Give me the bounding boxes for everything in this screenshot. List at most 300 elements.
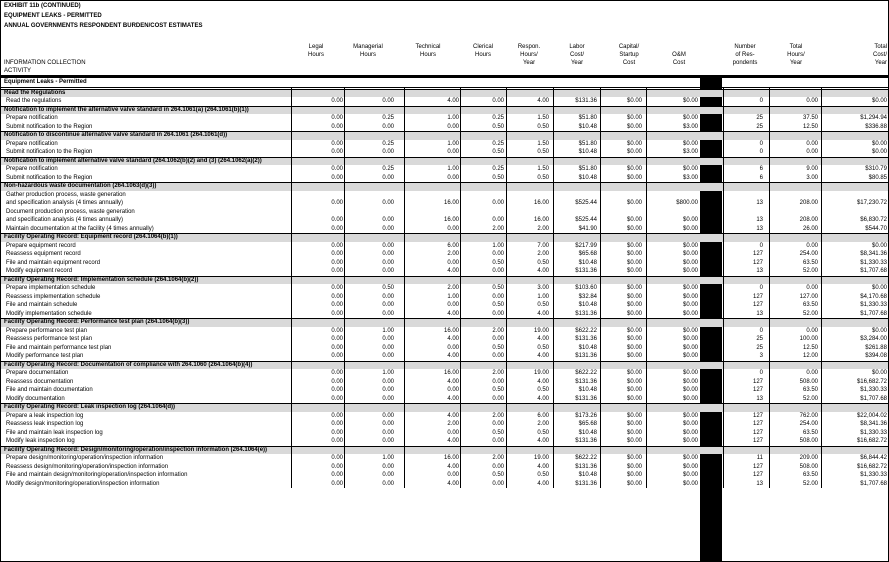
cell-legal-hours: 0.00 — [331, 370, 343, 376]
table-row — [1, 148, 888, 157]
cell-labor-cost: $131.36 — [575, 463, 597, 470]
column-header-capital — [606, 43, 652, 75]
column-header-line: of Res- — [735, 52, 755, 58]
column-header-number — [721, 43, 769, 75]
row-label: Reassess equipment record — [6, 251, 81, 257]
cell-technical-hours: 0.00 — [447, 472, 459, 478]
cell-om-cost: $0.00 — [682, 353, 698, 359]
cell-labor-cost: $131.36 — [575, 310, 597, 317]
table-row — [1, 165, 888, 174]
cell-respon-hours: 4.00 — [537, 378, 549, 385]
cell-labor-cost: $51.80 — [578, 140, 597, 147]
cell-respondents: 127 — [752, 429, 763, 436]
section-header-row — [1, 233, 888, 242]
column-gridline — [506, 88, 507, 488]
cell-managerial-hours: 0.00 — [382, 353, 394, 359]
table-row — [1, 250, 888, 259]
column-header-line: Capital/ — [618, 44, 640, 50]
section-rule — [1, 403, 888, 404]
cell-technical-hours: 16.00 — [443, 200, 459, 206]
cell-capital-cost: $0.00 — [626, 438, 642, 444]
cell-respon-hours: 4.00 — [537, 463, 549, 470]
cell-labor-cost: $10.48 — [578, 149, 597, 155]
row-label: Facility Operating Record: Performance test plan (264.1064(b)(3)) — [4, 319, 190, 325]
cell-capital-cost: $0.00 — [626, 387, 642, 393]
cell-respondents: 0 — [759, 370, 763, 376]
cell-respon-hours: 1.50 — [537, 166, 549, 172]
cell-legal-hours: 0.00 — [331, 293, 343, 300]
row-label: Prepare implementation schedule — [6, 285, 96, 291]
cell-managerial-hours: 1.00 — [382, 327, 394, 334]
table-row — [1, 191, 888, 200]
cell-respon-hours: 0.50 — [537, 302, 549, 308]
section-rule — [1, 157, 888, 158]
cell-managerial-hours: 0.25 — [382, 140, 394, 147]
row-label: Notification to implement the alternative valve standard in 264.1061(a) (264.1061(b)(1)) — [4, 106, 249, 113]
section-header-row — [1, 318, 888, 327]
cell-respon-hours: 0.50 — [537, 344, 549, 351]
cell-respon-hours: 19.00 — [533, 455, 549, 461]
cell-om-cost: $3.00 — [682, 174, 698, 181]
cell-managerial-hours: 1.00 — [382, 370, 394, 376]
cell-legal-hours: 0.00 — [331, 225, 343, 232]
row-label: Prepare notification — [6, 166, 58, 172]
cell-om-cost: $0.00 — [682, 268, 698, 274]
column-header-line: Legal — [308, 44, 324, 50]
cell-capital-cost: $0.00 — [626, 421, 642, 427]
cell-total-cost: $0.00 — [871, 370, 887, 376]
cell-total-cost: $1,330.33 — [860, 387, 887, 393]
cell-technical-hours: 1.00 — [447, 166, 459, 172]
cell-legal-hours: 0.00 — [331, 268, 343, 274]
row-label: Prepare documentation — [6, 370, 69, 376]
cell-clerical-hours: 0.00 — [492, 395, 504, 402]
cell-legal-hours: 0.00 — [331, 166, 343, 172]
cell-total-cost: $1,330.33 — [860, 302, 887, 308]
row-label: Notification to discontinue alternative valve standard in 264.1061 (264.1061(d)) — [4, 132, 228, 138]
cell-technical-hours: 4.00 — [447, 310, 459, 317]
cell-managerial-hours: 0.00 — [382, 310, 394, 317]
cell-legal-hours: 0.00 — [331, 455, 343, 461]
cell-technical-hours: 4.00 — [447, 412, 459, 419]
cell-labor-cost: $10.48 — [578, 472, 597, 478]
cell-capital-cost: $0.00 — [626, 310, 642, 317]
cell-legal-hours: 0.00 — [331, 98, 343, 104]
cell-respon-hours: 0.50 — [537, 149, 549, 155]
row-label: Prepare a leak inspection log — [6, 412, 84, 419]
cell-om-cost: $0.00 — [682, 463, 698, 470]
cell-total-hours: 508.00 — [799, 463, 818, 470]
cell-legal-hours: 0.00 — [331, 472, 343, 478]
cell-managerial-hours: 0.00 — [382, 344, 394, 351]
cell-legal-hours: 0.00 — [331, 438, 343, 444]
cell-total-hours: 0.00 — [806, 98, 818, 104]
table-row — [1, 352, 888, 361]
cell-labor-cost: $131.36 — [575, 378, 597, 385]
column-header-line: Hours — [419, 52, 436, 58]
cell-technical-hours: 16.00 — [443, 217, 459, 223]
column-header-respon — [507, 43, 551, 75]
cell-clerical-hours: 0.00 — [492, 480, 504, 487]
column-header-line: Respon. — [517, 44, 541, 50]
cell-legal-hours: 0.00 — [331, 344, 343, 351]
cell-managerial-hours: 0.00 — [382, 395, 394, 402]
cell-labor-cost: $10.48 — [578, 429, 597, 436]
cell-total-hours: 0.00 — [806, 327, 818, 334]
cell-capital-cost: $0.00 — [626, 472, 642, 478]
table-row — [1, 174, 888, 183]
column-header-line: Cost/ — [569, 52, 584, 58]
cell-capital-cost: $0.00 — [626, 370, 642, 376]
cell-respon-hours: 0.50 — [537, 174, 549, 181]
cell-clerical-hours: 0.00 — [492, 421, 504, 427]
cell-total-hours: 0.00 — [806, 140, 818, 147]
cell-managerial-hours: 0.00 — [382, 387, 394, 393]
table-row — [1, 225, 888, 234]
row-label: File and maintain performance test plan — [6, 344, 112, 351]
cell-capital-cost: $0.00 — [626, 378, 642, 385]
cell-om-cost: $0.00 — [682, 438, 698, 444]
cell-legal-hours: 0.00 — [331, 174, 343, 181]
table-row — [1, 97, 888, 106]
cell-respondents: 6 — [759, 166, 763, 172]
cell-clerical-hours: 0.00 — [492, 98, 504, 104]
table-row — [1, 208, 888, 217]
row-label: and specification analysis (4 times annually) — [6, 200, 124, 206]
cell-clerical-hours: 0.50 — [492, 259, 504, 266]
column-header-line: Year — [570, 60, 584, 66]
cell-managerial-hours: 0.25 — [382, 166, 394, 172]
cell-clerical-hours: 0.50 — [492, 285, 504, 291]
cell-capital-cost: $0.00 — [626, 200, 642, 206]
column-header-line: Technical — [415, 44, 441, 50]
row-label: Reassess design/monitoring/operation/inspection information — [6, 463, 169, 470]
cell-legal-hours: 0.00 — [331, 149, 343, 155]
cell-managerial-hours: 0.00 — [382, 149, 394, 155]
cell-technical-hours: 0.00 — [447, 344, 459, 351]
cell-clerical-hours: 0.00 — [492, 310, 504, 317]
cell-om-cost: $0.00 — [682, 98, 698, 104]
column-header-line: Cost/ — [872, 52, 887, 58]
cell-labor-cost: $525.44 — [575, 217, 597, 223]
cell-total-cost: $17,230.72 — [856, 200, 887, 206]
cell-total-cost: $544.70 — [865, 225, 887, 232]
cell-clerical-hours: 2.00 — [492, 412, 504, 419]
section-header-row — [1, 157, 888, 166]
column-header-line: Startup — [619, 52, 639, 58]
title-rule — [1, 87, 888, 88]
cell-om-cost: $0.00 — [682, 302, 698, 308]
section-rule — [1, 446, 888, 447]
cell-technical-hours: 1.00 — [447, 115, 459, 121]
cell-respondents: 127 — [752, 378, 763, 385]
cell-capital-cost: $0.00 — [626, 285, 642, 291]
cell-technical-hours: 4.00 — [447, 480, 459, 487]
cell-clerical-hours: 0.25 — [492, 140, 504, 147]
cell-technical-hours: 4.00 — [447, 395, 459, 402]
table-row — [1, 344, 888, 353]
cell-total-cost: $261.88 — [865, 344, 887, 351]
cell-respondents: 127 — [752, 302, 763, 308]
row-label: Submit notification to the Region — [6, 123, 93, 130]
cell-managerial-hours: 0.50 — [382, 285, 394, 291]
cell-total-hours: 0.00 — [806, 370, 818, 376]
column-header-total-hours — [773, 43, 819, 75]
cell-total-hours: 26.00 — [802, 225, 818, 232]
cell-managerial-hours: 0.00 — [382, 225, 394, 232]
cell-total-hours: 63.50 — [802, 429, 818, 436]
cell-respondents: 6 — [759, 174, 763, 181]
cell-labor-cost: $131.36 — [575, 353, 597, 359]
column-header-activity-line: ACTIVITY — [4, 68, 32, 74]
cell-total-hours: 127.00 — [799, 293, 818, 300]
cell-labor-cost: $51.80 — [578, 166, 597, 172]
cell-respondents: 0 — [759, 140, 763, 147]
row-label: Read the regulations — [6, 98, 62, 104]
table-row — [1, 412, 888, 421]
cell-technical-hours: 1.00 — [447, 140, 459, 147]
table-row — [1, 463, 888, 472]
cell-legal-hours: 0.00 — [331, 387, 343, 393]
cell-respon-hours: 6.00 — [537, 412, 549, 419]
cell-respondents: 13 — [756, 268, 763, 274]
cell-total-hours: 254.00 — [799, 251, 818, 257]
cell-respondents: 127 — [752, 412, 763, 419]
cell-technical-hours: 4.00 — [447, 378, 459, 385]
column-header-line: Hours — [474, 52, 491, 58]
column-header-line: Managerial — [353, 44, 383, 50]
cell-om-cost: $0.00 — [682, 251, 698, 257]
row-label: Facility Operating Record: Implementation schedule (264.1064(b)(2)) — [4, 276, 199, 283]
column-header-legal — [293, 43, 339, 75]
cell-managerial-hours: 0.00 — [382, 412, 394, 419]
cell-om-cost: $0.00 — [682, 395, 698, 402]
cell-clerical-hours: 2.00 — [492, 225, 504, 232]
cell-clerical-hours: 0.00 — [492, 268, 504, 274]
cell-total-hours: 254.00 — [799, 421, 818, 427]
row-label: Modify design/monitoring/operation/inspection information — [6, 480, 160, 487]
cell-labor-cost: $103.60 — [575, 285, 597, 291]
cell-legal-hours: 0.00 — [331, 259, 343, 266]
cell-total-hours: 12.00 — [802, 353, 818, 359]
cell-capital-cost: $0.00 — [626, 412, 642, 419]
table-row — [1, 335, 888, 344]
cell-labor-cost: $173.26 — [575, 412, 597, 419]
column-header-labor — [555, 43, 599, 75]
cell-total-hours: 762.00 — [799, 412, 818, 419]
cell-total-cost: $0.00 — [871, 98, 887, 104]
cell-om-cost: $0.00 — [682, 480, 698, 487]
cell-labor-cost: $10.48 — [578, 302, 597, 308]
row-label: Maintain documentation at the facility (4 times annually) — [6, 225, 154, 232]
cell-labor-cost: $131.36 — [575, 480, 597, 487]
cell-managerial-hours: 0.00 — [382, 302, 394, 308]
row-label: Submit notification to the Region — [6, 174, 93, 181]
cell-technical-hours: 4.00 — [447, 98, 459, 104]
column-header-line: O&M — [672, 52, 686, 58]
cell-clerical-hours: 0.50 — [492, 123, 504, 130]
cell-total-hours: 9.00 — [806, 166, 818, 172]
cell-total-cost: $16,682.72 — [856, 438, 887, 444]
cell-capital-cost: $0.00 — [626, 463, 642, 470]
cell-respondents: 0 — [759, 98, 763, 104]
cell-om-cost: $0.00 — [682, 327, 698, 334]
cell-respon-hours: 2.00 — [537, 421, 549, 427]
column-header-line: Hours — [307, 52, 324, 58]
cell-capital-cost: $0.00 — [626, 242, 642, 249]
cell-legal-hours: 0.00 — [331, 217, 343, 223]
cell-total-hours: 52.00 — [802, 310, 818, 317]
cell-managerial-hours: 0.00 — [382, 378, 394, 385]
column-header-total-cost — [827, 43, 887, 75]
cell-clerical-hours: 0.00 — [492, 200, 504, 206]
cell-total-cost: $1,294.94 — [860, 115, 887, 121]
cell-legal-hours: 0.00 — [331, 463, 343, 470]
cell-om-cost: $0.00 — [682, 293, 698, 300]
cell-total-hours: 37.50 — [802, 115, 818, 121]
cell-capital-cost: $0.00 — [626, 302, 642, 308]
cell-total-hours: 52.00 — [802, 480, 818, 487]
cell-respondents: 11 — [756, 455, 763, 461]
cell-total-cost: $16,682.72 — [856, 463, 887, 470]
cell-respon-hours: 0.50 — [537, 259, 549, 266]
cell-respondents: 25 — [756, 336, 763, 342]
cell-capital-cost: $0.00 — [626, 140, 642, 147]
row-label: Modify documentation — [6, 395, 65, 402]
cell-total-cost: $336.88 — [865, 123, 887, 130]
cell-om-cost: $0.00 — [682, 310, 698, 317]
cell-om-cost: $0.00 — [682, 217, 698, 223]
cell-total-hours: 208.00 — [799, 217, 818, 223]
cell-labor-cost: $131.36 — [575, 395, 597, 402]
cell-total-cost: $4,170.68 — [860, 293, 887, 300]
table-row — [1, 378, 888, 387]
cell-respondents: 25 — [756, 123, 763, 130]
column-header-line: Total — [789, 44, 803, 50]
cell-om-cost: $0.00 — [682, 370, 698, 376]
row-label: Facility Operating Record: Leak inspection log (264.1064(d)) — [4, 404, 176, 410]
cell-om-cost: $0.00 — [682, 378, 698, 385]
cell-total-hours: 63.50 — [802, 387, 818, 393]
column-gridline — [460, 88, 461, 488]
cell-total-hours: 209.00 — [799, 455, 818, 461]
row-label: Equipment Leaks - Permitted — [4, 79, 87, 85]
cell-technical-hours: 16.00 — [443, 327, 459, 334]
cell-total-hours: 100.00 — [799, 336, 818, 342]
cell-respondents: 25 — [756, 115, 763, 121]
cell-technical-hours: 0.00 — [447, 225, 459, 232]
cell-om-cost: $0.00 — [682, 429, 698, 436]
cell-managerial-hours: 0.00 — [382, 217, 394, 223]
cell-respondents: 127 — [752, 293, 763, 300]
cell-respondents: 127 — [752, 251, 763, 257]
section-header-row — [1, 361, 888, 370]
cell-capital-cost: $0.00 — [626, 217, 642, 223]
section-rule — [1, 361, 888, 362]
cell-labor-cost: $10.48 — [578, 387, 597, 393]
column-header-managerial — [343, 43, 393, 75]
cell-legal-hours: 0.00 — [331, 123, 343, 130]
column-header-line: Hours — [359, 52, 376, 58]
cell-total-cost: $0.00 — [871, 242, 887, 249]
row-label: and specification analysis (4 times annually) — [6, 217, 124, 223]
cell-clerical-hours: 2.00 — [492, 327, 504, 334]
cell-om-cost: $0.00 — [682, 455, 698, 461]
cell-managerial-hours: 0.00 — [382, 259, 394, 266]
cell-total-hours: 12.50 — [802, 123, 818, 130]
table-row — [1, 114, 888, 123]
cell-labor-cost: $131.36 — [575, 336, 597, 342]
cell-technical-hours: 4.00 — [447, 268, 459, 274]
cell-labor-cost: $131.36 — [575, 98, 597, 104]
cell-respondents: 13 — [756, 225, 763, 232]
row-label: File and maintain leak inspection log — [6, 429, 103, 436]
section-rule — [1, 106, 888, 107]
column-header-line: Cost — [672, 60, 686, 66]
cell-respon-hours: 1.00 — [537, 293, 549, 300]
cell-labor-cost: $622.22 — [575, 370, 597, 376]
cell-clerical-hours: 0.00 — [492, 336, 504, 342]
row-label: Prepare performance test plan — [6, 327, 88, 334]
row-label: Prepare notification — [6, 115, 58, 121]
table-row — [1, 140, 888, 149]
table-row — [1, 386, 888, 395]
cell-respon-hours: 3.00 — [537, 285, 549, 291]
cell-total-cost: $394.08 — [865, 353, 887, 359]
column-header-line: Clerical — [472, 44, 493, 50]
row-label: Read the Regulations — [4, 89, 66, 96]
section-rule — [1, 318, 888, 319]
cell-clerical-hours: 0.25 — [492, 166, 504, 172]
cell-legal-hours: 0.00 — [331, 378, 343, 385]
table-row — [1, 123, 888, 132]
cell-respondents: 13 — [756, 395, 763, 402]
exhibit-title: ANNUAL GOVERNMENTS RESPONDENT BURDEN/COST ESTIMATES — [4, 23, 203, 29]
cell-technical-hours: 0.00 — [447, 123, 459, 130]
cell-technical-hours: 4.00 — [447, 353, 459, 359]
cell-respondents: 13 — [756, 480, 763, 487]
cell-managerial-hours: 0.00 — [382, 123, 394, 130]
cell-respondents: 0 — [759, 242, 763, 249]
cell-managerial-hours: 0.00 — [382, 472, 394, 478]
cell-respondents: 0 — [759, 327, 763, 334]
section-header-row — [1, 106, 888, 115]
cell-capital-cost: $0.00 — [626, 115, 642, 121]
cell-managerial-hours: 0.00 — [382, 480, 394, 487]
cell-labor-cost: $10.48 — [578, 259, 597, 266]
cell-total-cost: $1,330.33 — [860, 429, 887, 436]
cell-total-hours: 0.00 — [806, 149, 818, 155]
cell-clerical-hours: 0.00 — [492, 438, 504, 444]
cell-om-cost: $0.00 — [682, 412, 698, 419]
table-row — [1, 429, 888, 438]
cell-total-cost: $80.85 — [868, 174, 887, 181]
cell-legal-hours: 0.00 — [331, 200, 343, 206]
row-label: File and maintain design/monitoring/operation/inspection information — [6, 472, 188, 478]
cell-technical-hours: 4.00 — [447, 336, 459, 342]
cell-legal-hours: 0.00 — [331, 480, 343, 487]
cell-technical-hours: 4.00 — [447, 463, 459, 470]
section-header-row — [1, 446, 888, 455]
exhibit-number: EXHIBIT 11b (CONTINUED) — [4, 3, 81, 9]
row-label: Reassess performance test plan — [6, 336, 93, 342]
column-header-line: Year — [522, 60, 536, 66]
row-label: Prepare notification — [6, 140, 58, 147]
cell-total-cost: $8,341.36 — [860, 421, 887, 427]
cell-labor-cost: $65.68 — [578, 251, 597, 257]
cell-total-hours: 0.00 — [806, 285, 818, 291]
cell-om-cost: $0.00 — [682, 225, 698, 232]
